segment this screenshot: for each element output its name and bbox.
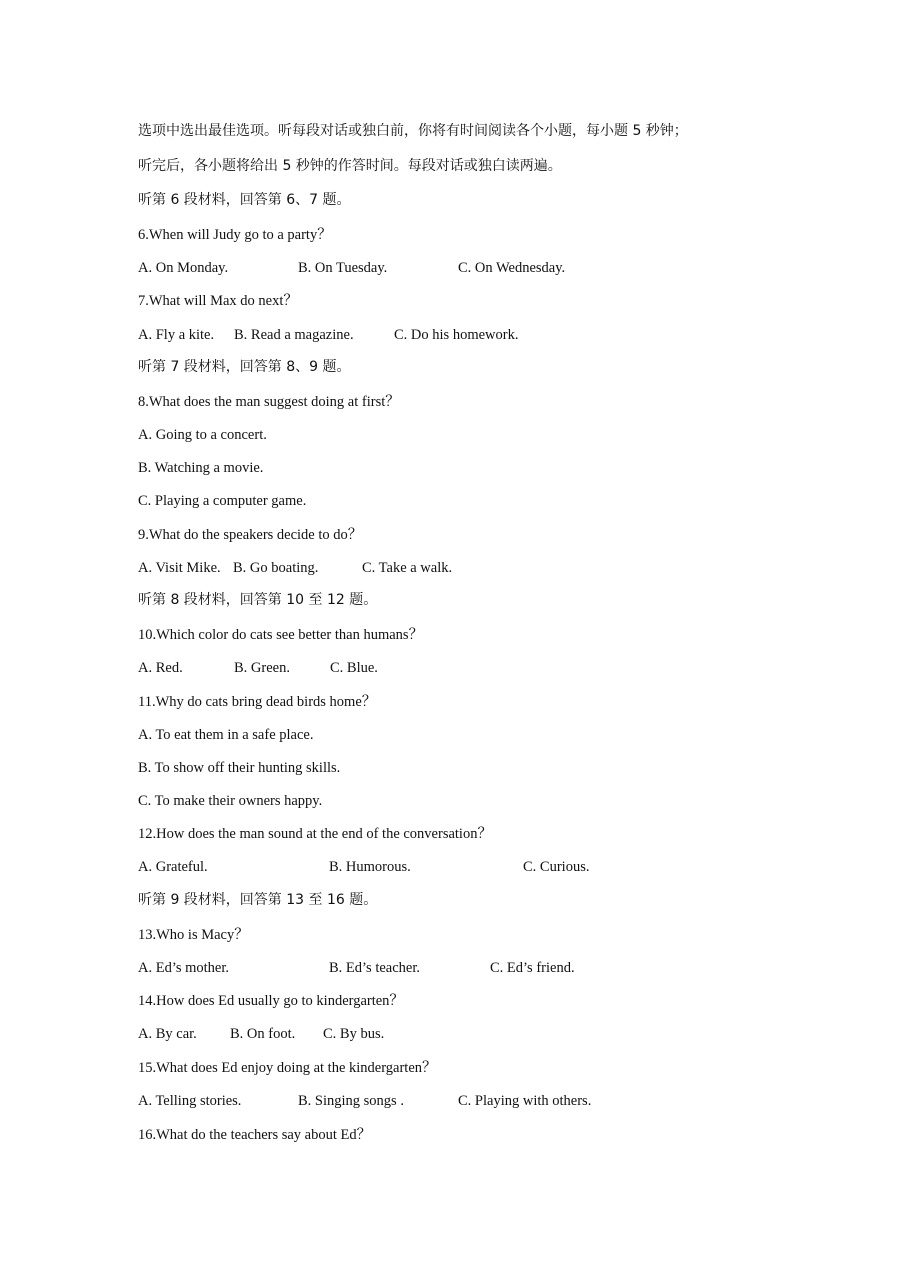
q8-option-b: B. Watching a movie.: [138, 460, 264, 476]
question-7: 7.What will Max do next？: [138, 293, 298, 309]
q14-option-c: C. By bus.: [323, 1026, 385, 1042]
instruction-line-1: 选项中选出最佳选项。听每段对话或独白前，你将有时间阅读各个小题，每小题 5 秒钟；: [138, 123, 688, 139]
question-13: 13.Who is Macy？: [138, 927, 249, 943]
q10-option-b: B. Green.: [234, 660, 290, 676]
question-9: 9.What do the speakers decide to do？: [138, 527, 363, 543]
question-14: 14.How does Ed usually go to kindergarten？: [138, 993, 404, 1009]
q8-option-c: C. Playing a computer game.: [138, 493, 307, 509]
q12-option-c: C. Curious.: [523, 859, 590, 875]
question-6: 6.When will Judy go to a party？: [138, 227, 332, 243]
q11-option-c: C. To make their owners happy.: [138, 793, 323, 809]
section-heading-6: 听第 6 段材料，回答第 6、7 题。: [138, 192, 351, 208]
q14-option-b: B. On foot.: [230, 1026, 296, 1042]
section-heading-7: 听第 7 段材料，回答第 8、9 题。: [138, 359, 351, 375]
q9-option-a: A. Visit Mike.: [138, 560, 221, 576]
q7-option-a: A. Fly a kite.: [138, 327, 215, 343]
q11-option-a: A. To eat them in a safe place.: [138, 727, 314, 743]
section-heading-9: 听第 9 段材料，回答第 13 至 16 题。: [138, 892, 378, 908]
question-11: 11.Why do cats bring dead birds home？: [138, 694, 377, 710]
q8-option-a: A. Going to a concert.: [138, 427, 267, 443]
q12-option-b: B. Humorous.: [329, 859, 411, 875]
q10-option-a: A. Red.: [138, 660, 183, 676]
question-16: 16.What do the teachers say about Ed？: [138, 1127, 372, 1143]
instruction-line-2: 听完后，各小题将给出 5 秒钟的作答时间。每段对话或独白读两遍。: [138, 158, 562, 174]
q9-option-b: B. Go boating.: [233, 560, 319, 576]
q15-option-c: C. Playing with others.: [458, 1093, 592, 1109]
q13-option-a: A. Ed’s mother.: [138, 960, 230, 976]
q7-option-b: B. Read a magazine.: [234, 327, 354, 343]
q13-option-b: B. Ed’s teacher.: [329, 960, 421, 976]
q12-option-a: A. Grateful.: [138, 859, 208, 875]
q6-option-c: C. On Wednesday.: [458, 260, 566, 276]
q14-option-a: A. By car.: [138, 1026, 197, 1042]
question-12: 12.How does the man sound at the end of the conversation？: [138, 826, 492, 842]
q15-option-a: A. Telling stories.: [138, 1093, 242, 1109]
section-heading-8: 听第 8 段材料，回答第 10 至 12 题。: [138, 592, 378, 608]
q13-option-c: C. Ed’s friend.: [490, 960, 575, 976]
q15-option-b: B. Singing songs .: [298, 1093, 404, 1109]
question-15: 15.What does Ed enjoy doing at the kindergarten？: [138, 1060, 437, 1076]
q11-option-b: B. To show off their hunting skills.: [138, 760, 341, 776]
q10-option-c: C. Blue.: [330, 660, 378, 676]
question-10: 10.Which color do cats see better than humans？: [138, 627, 424, 643]
q9-option-c: C. Take a walk.: [362, 560, 453, 576]
q6-option-a: A. On Monday.: [138, 260, 229, 276]
q6-option-b: B. On Tuesday.: [298, 260, 388, 276]
q7-option-c: C. Do his homework.: [394, 327, 519, 343]
question-8: 8.What does the man suggest doing at first？: [138, 394, 400, 410]
